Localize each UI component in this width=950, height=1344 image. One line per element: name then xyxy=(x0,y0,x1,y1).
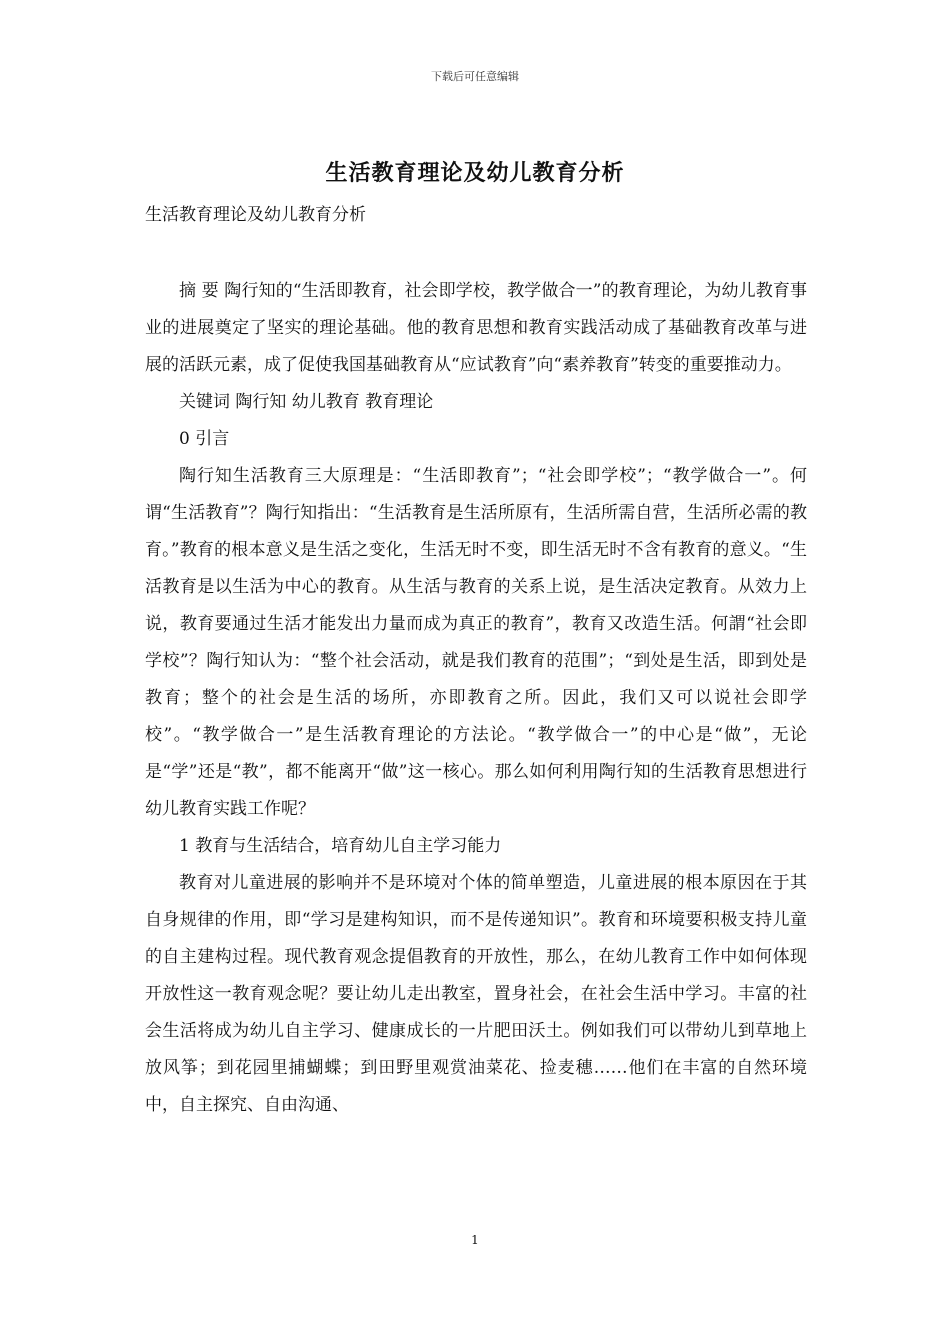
keywords-paragraph: 关键词 陶行知 幼儿教育 教育理论 xyxy=(179,392,434,412)
document-body xyxy=(145,273,807,1124)
body-paragraph: 陶行知生活教育三大原理是：“生活即教育”；“社会即学校”；“教学做合一”。何谓“生活教育”？陶行知指出：“生活教育是生活所原有，生活所需自营，生活所必需的教育。”教育的根本意义是生活之变化，生活无时不变，即生活无时不含有教育的意义。“生活教育是以生活为中心的教育。从生活与教育的关系上说，是生活决定教育。从效力上说，教育要通过生活才能发出力量而成为真正的教育”，教育又改造生活。何謂“社会即学校”？陶行知认为：“整个社会活动，就是我们教育的范围”；“到处是生活，即到处是教育；整个的社会是生活的场所，亦即教育之所。因此，我们又可以说社会即学校”。“教学做合一”是生活教育理论的方法论。“教学做合一”的中心是“做”，无论是“学”还是“教”，都不能离开“做”这一核心。那么如何利用陶行知的生活教育思想进行幼儿教育实践工作呢？ xyxy=(145,466,807,819)
header-note: 下载后可任意编辑 xyxy=(431,70,519,83)
page-subtitle: 生活教育理论及幼儿教育分析 xyxy=(145,205,366,225)
abstract-paragraph: 摘 要 陶行知的“生活即教育，社会即学校，教学做合一”的教育理论，为幼儿教育事业的进展奠定了坚实的理论基础。他的教育思想和教育实践活动成了基础教育改革与进展的活跃元素，成了促使我国基础教育从“应试教育”向“素养教育”转变的重要推动力。 xyxy=(145,281,807,375)
section-heading-1: 1 教育与生活结合，培育幼儿自主学习能力 xyxy=(179,836,502,856)
page-number: 1 xyxy=(471,1233,479,1247)
body-paragraph: 教育对儿童进展的影响并不是环境对个体的简单塑造，儿童进展的根本原因在于其自身规律的作用，即“学习是建构知识，而不是传递知识”。教育和环境要积极支持儿童的自主建构过程。现代教育观念提倡教育的开放性，那么，在幼儿教育工作中如何体现开放性这一教育观念呢？要让幼儿走出教室，置身社会，在社会生活中学习。丰富的社会生活将成为幼儿自主学习、健康成长的一片肥田沃土。例如我们可以带幼儿到草地上放风筝；到花园里捕蝴蝶；到田野里观赏油菜花、捡麦穗……他们在丰富的自然环境中，自主探究、自由沟通、 xyxy=(145,873,807,1115)
page-title: 生活教育理论及幼儿教育分析 xyxy=(325,160,625,186)
section-heading-intro: 0 引言 xyxy=(179,429,230,449)
